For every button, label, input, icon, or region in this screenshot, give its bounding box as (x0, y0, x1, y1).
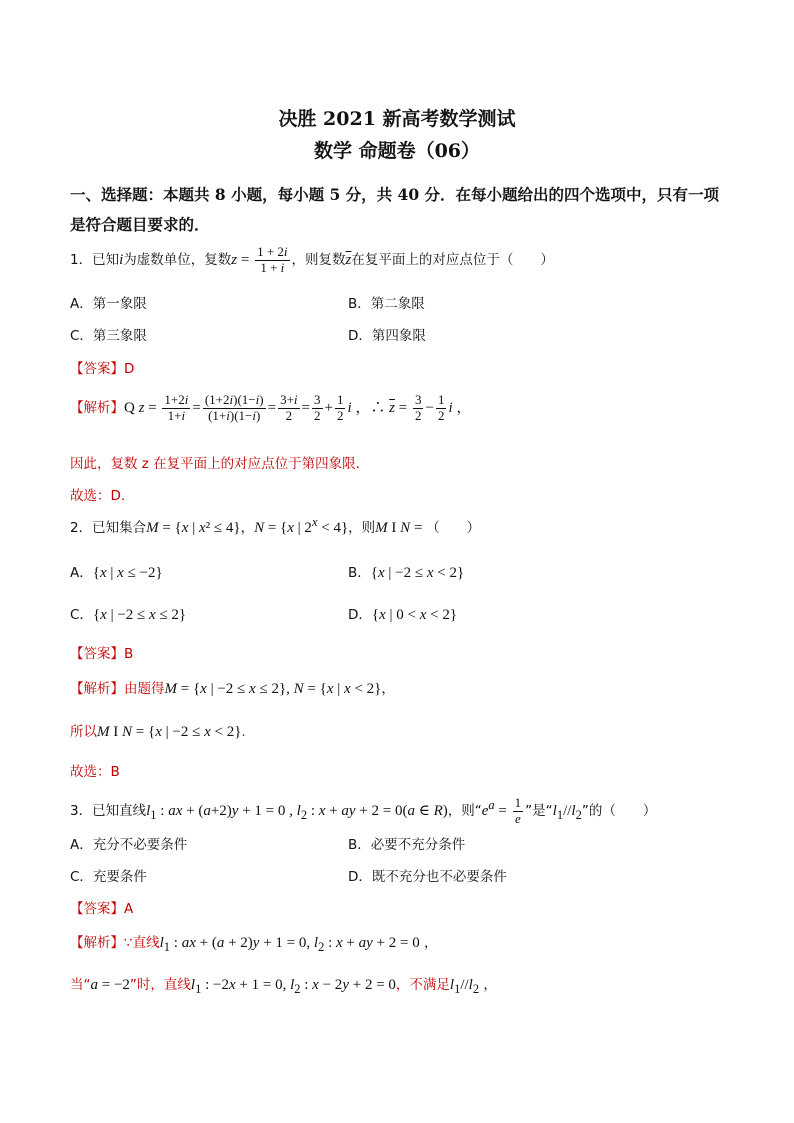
page-subtitle: 数学 命题卷（06） (313, 140, 481, 162)
q2-choose: 故选：B (70, 764, 120, 780)
q2-option-b: B．{x | −2 ≤ x < 2} (348, 565, 465, 581)
q3-option-a: A．充分不必要条件 (70, 837, 188, 853)
section-instruction-line1: 一、选择题：本题共 8 小题，每小题 5 分，共 40 分．在每小题给出的四个选项中，只有一项 (70, 185, 720, 204)
q1-option-d: D．第四象限 (348, 328, 426, 344)
q2-analysis-line2: 所以M I N = {x | −2 ≤ x < 2}. (70, 724, 246, 740)
q3-analysis-line2: 当“a = −2”时，直线$l_1$ : −2x + 1 = 0, $l_2$ : x − 2y + 2 = 0，不满足$l_1//l_2$ ， (70, 977, 497, 996)
q2-stem: 2．已知集合M = {x | x² ≤ 4}，N = {x | $2^x < 4$}，则M I N = （ ） (70, 515, 481, 536)
q3-option-c: C．充要条件 (70, 869, 147, 885)
q2-analysis-line1: 【解析】由题得M = {x | −2 ≤ x ≤ 2}, N = {x | x < 2}， (70, 681, 395, 697)
q1-option-b: B．第二象限 (348, 296, 425, 312)
q2-answer: 【答案】B (70, 646, 134, 662)
q2-option-c: C．{x | −2 ≤ x ≤ 2} (70, 607, 187, 623)
q3-option-b: B．必要不充分条件 (348, 837, 466, 853)
q1-option-c: C．第三象限 (70, 328, 147, 344)
section-instruction-line2: 是符合题目要求的． (70, 215, 210, 234)
q1-analysis: 【解析】Q z = $\frac{1+2i}{1+i}$ = $\frac{(1+2i)(1-i)}{(1+i)(1-i)}$ = $\frac{3+i}{2}$ = $\frac{3}{2}$ + $\frac{1}{2}$ i ，∴ $\overline{z}$ = $\frac{3}{2}$ − $\frac{1}{2}$ i ， (70, 391, 472, 423)
q2-option-a: A．{x | x ≤ −2} (70, 565, 163, 581)
q1-conclusion: 因此，复数 z 在复平面上的对应点位于第四象限. (70, 456, 360, 472)
q3-analysis-line1: 【解析】∵直线$l_1$ : ax + (a + 2)y + 1 = 0, $l_2$ : x + ay + 2 = 0 ， (70, 935, 438, 954)
q1-choose: 故选：D. (70, 488, 126, 504)
q2-option-d: D．{x | 0 < x < 2} (348, 607, 458, 623)
page-title: 决胜 2021 新高考数学测试 (278, 108, 516, 130)
q1-answer: 【答案】D (70, 361, 135, 377)
q3-stem: 3．已知直线$l_1$ : ax + (a+2)y + 1 = 0 , $l_2$ : x + ay + 2 = 0(a ∈ R)，则“$e^a$ = $\frac{1}{e}$ ”是“$l_1//l_2$”的（ ） (70, 794, 657, 826)
q3-answer: 【答案】A (70, 901, 134, 917)
q1-stem: 1．已知i为虚数单位，复数z = $\frac{1 + 2i}{1 + i}$ ，则复数$\overline{z}$在复平面上的对应点位于（ ） (70, 243, 554, 275)
q3-option-d: D．既不充分也不必要条件 (348, 869, 507, 885)
q1-option-a: A．第一象限 (70, 296, 147, 312)
